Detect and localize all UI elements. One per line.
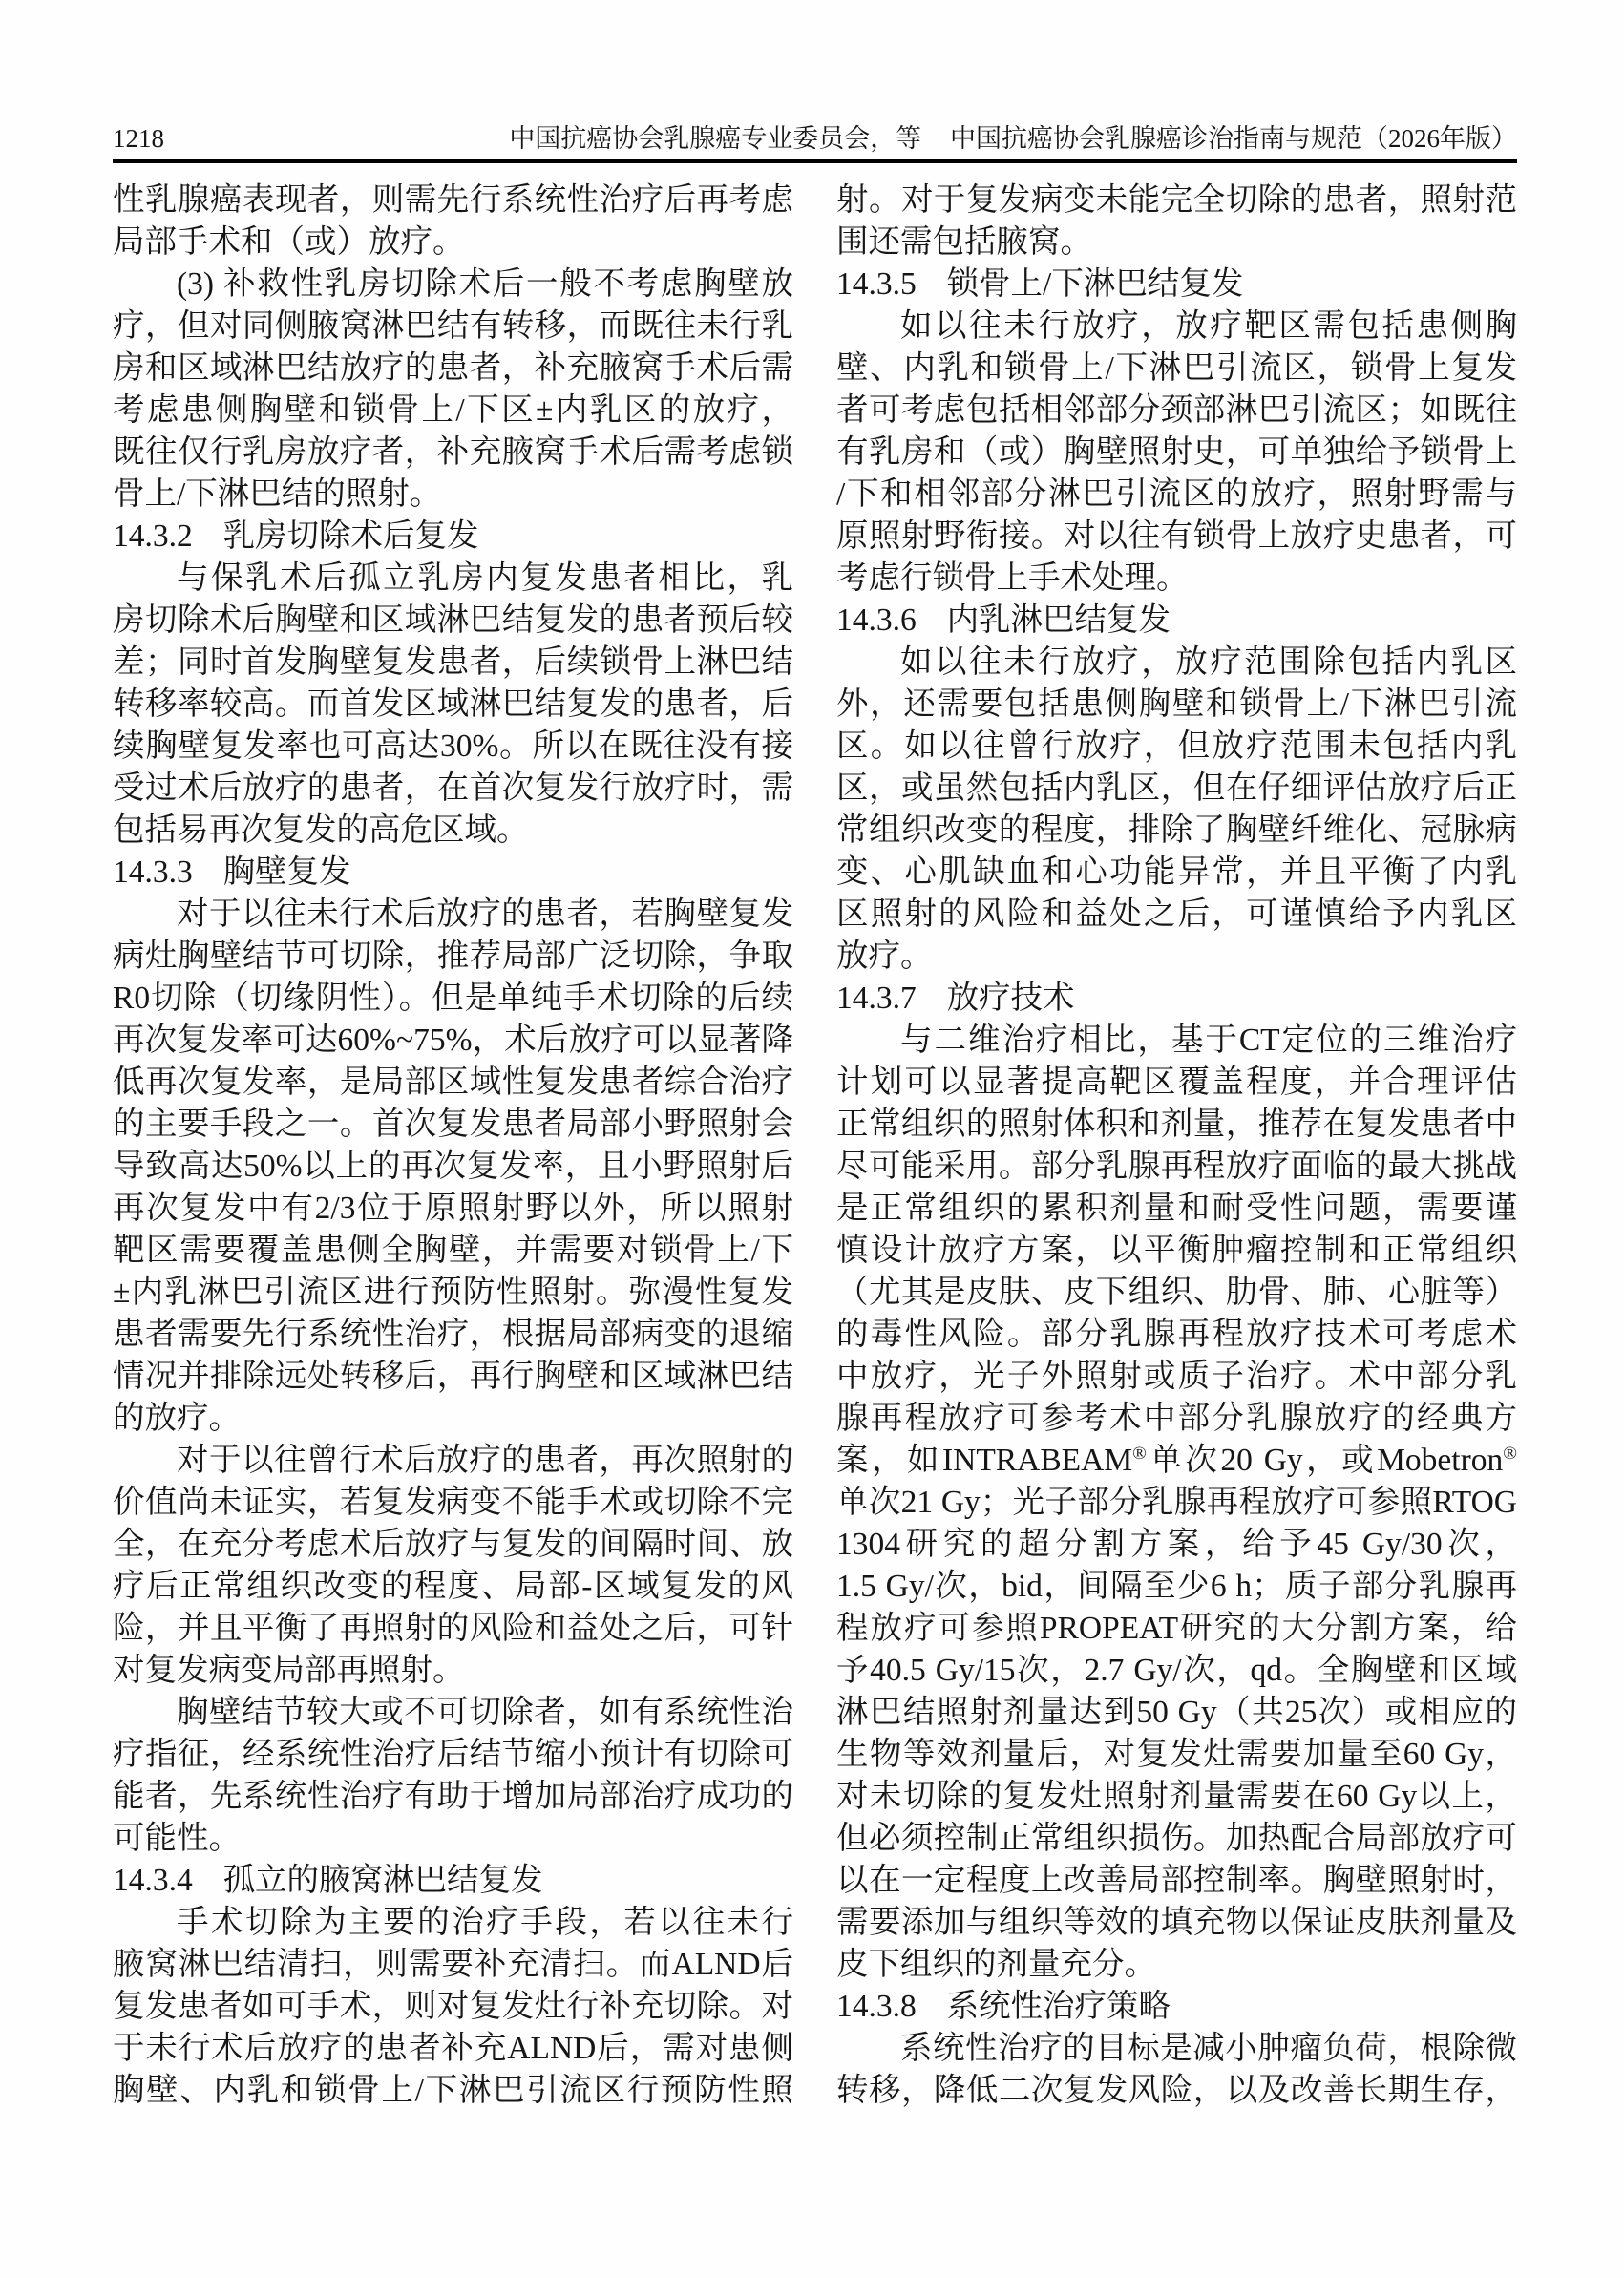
text-line: 房切除术后胸壁和区域淋巴结复发的患者预后较	[113, 602, 793, 638]
text-line: 的主要手段之一。首次复发患者局部小野照射会	[113, 1107, 793, 1142]
section-number: 14.3.4	[113, 1863, 193, 1898]
column-right	[836, 179, 1517, 2112]
text-line: /下和相邻部分淋巴引流区的放疗，照射野需与	[836, 476, 1517, 512]
text-line: 案，如INTRABEAM®单次20 Gy，或Mobetron®	[836, 1443, 1517, 1478]
text-line: 常组织改变的程度，排除了胸壁纤维化、冠脉病	[836, 812, 1517, 848]
text-line: 对于以往未行术后放疗的患者，若胸壁复发	[177, 896, 793, 932]
section-title: 胸壁复发	[222, 854, 351, 890]
text-line: 单次21 Gy；光子部分乳腺再程放疗可参照RTOG	[836, 1485, 1517, 1520]
section-heading	[836, 1986, 1517, 2028]
text-line: 低再次复发率，是局部区域性复发患者综合治疗	[113, 1065, 793, 1100]
text-line: ±内乳淋巴引流区进行预防性照射。弥漫性复发	[113, 1275, 793, 1310]
text-line: 情况并排除远处转移后，再行胸壁和区域淋巴结	[113, 1359, 793, 1394]
section-title: 孤立的腋窝淋巴结复发	[222, 1863, 543, 1898]
running-title-text: 中国抗癌协会乳腺癌诊治指南与规范（2026年版）	[950, 124, 1517, 153]
text-line: 可能性。	[113, 1821, 241, 1856]
text-line: （尤其是皮肤、皮下组织、肋骨、肺、心脏等）	[836, 1275, 1517, 1310]
text-line: 险，并且平衡了再照射的风险和益处之后，可针	[113, 1611, 793, 1646]
section-title: 锁骨上/下淋巴结复发	[946, 266, 1244, 302]
text-line: 射。对于复发病变未能完全切除的患者，照射范	[836, 182, 1517, 218]
text-line: 转移率较高。而首发区域淋巴结复发的患者，后	[113, 686, 793, 722]
section-heading	[836, 264, 1517, 306]
text-line: 但必须控制正常组织损伤。加热配合局部放疗可	[836, 1821, 1517, 1856]
text-line: 再次复发率可达60%~75%，术后放疗可以显著降	[113, 1023, 793, 1058]
text-line: 续胸壁复发率也可高达30%。所以在既往没有接	[113, 728, 793, 764]
text-line: 区照射的风险和益处之后，可谨慎给予内乳区	[836, 896, 1517, 932]
text-line: 胸壁结节较大或不可切除者，如有系统性治	[177, 1695, 793, 1730]
text-line: 计划可以显著提高靶区覆盖程度，并合理评估	[836, 1065, 1517, 1100]
text-line: 包括易再次复发的高危区域。	[113, 812, 529, 848]
text-line: 对未切除的复发灶照射剂量需要在60 Gy以上，	[836, 1779, 1517, 1814]
text-line: 区。如以往曾行放疗，但放疗范围未包括内乳	[836, 728, 1517, 764]
text-line: 中放疗，光子外照射或质子治疗。术中部分乳	[836, 1359, 1517, 1394]
text-line: 与保乳术后孤立乳房内复发患者相比，乳	[177, 560, 793, 596]
text-line: 的毒性风险。部分乳腺再程放疗技术可考虑术	[836, 1317, 1517, 1352]
text-line: 腺再程放疗可参考术中部分乳腺放疗的经典方	[836, 1401, 1517, 1436]
text-line: 患者需要先行系统性治疗，根据局部病变的退缩	[113, 1317, 793, 1352]
text-line: 以在一定程度上改善局部控制率。胸壁照射时，	[836, 1863, 1517, 1898]
text-line: 腋窝淋巴结清扫，则需要补充清扫。而ALND后	[113, 1947, 793, 1982]
text-line: 者可考虑包括相邻部分颈部淋巴引流区；如既往	[836, 392, 1517, 428]
text-line: 生物等效剂量后，对复发灶需要加量至60 Gy，	[836, 1737, 1517, 1772]
header-divider-rule	[113, 159, 1517, 163]
section-title: 系统性治疗策略	[946, 1989, 1171, 2024]
text-line: 变、心肌缺血和心功能异常，并且平衡了内乳	[836, 854, 1517, 890]
text-line: 原照射野衔接。对以往有锁骨上放疗史患者，可	[836, 518, 1517, 554]
text-line: 再次复发中有2/3位于原照射野以外，所以照射	[113, 1191, 793, 1226]
text-line: 价值尚未证实，若复发病变不能手术或切除不完	[113, 1485, 793, 1520]
registered-mark: ®	[1503, 1443, 1517, 1464]
section-heading	[836, 600, 1517, 642]
registered-mark: ®	[1132, 1443, 1147, 1464]
section-number: 14.3.3	[113, 854, 193, 890]
text-line: 考虑行锁骨上手术处理。	[836, 560, 1189, 596]
text-line: 予40.5 Gy/15次，2.7 Gy/次，qd。全胸壁和区域	[836, 1653, 1517, 1688]
text-line: 于未行术后放疗的患者补充ALND后，需对患侧	[113, 2031, 793, 2066]
text-line: 放疗。	[836, 939, 933, 974]
text-line: 病灶胸壁结节可切除，推荐局部广泛切除，争取	[113, 939, 793, 974]
text-line: 系统性治疗的目标是减小肿瘤负荷，根除微	[900, 2031, 1517, 2066]
text-line: 导致高达50%以上的再次复发率，且小野照射后	[113, 1149, 793, 1184]
text-line: 疗后正常组织改变的程度、局部-区域复发的风	[113, 1569, 793, 1604]
text-line: 有乳房和（或）胸壁照射史，可单独给予锁骨上	[836, 434, 1517, 470]
text-line: (3) 补救性乳房切除术后一般不考虑胸壁放	[177, 266, 793, 302]
text-line: 外，还需要包括患侧胸壁和锁骨上/下淋巴引流	[836, 686, 1517, 722]
column-left	[113, 179, 793, 2112]
text-line: 复发患者如可手术，则对复发灶行补充切除。对	[113, 1989, 793, 2024]
text-columns	[113, 179, 1517, 2112]
text-line: 慎设计放疗方案，以平衡肿瘤控制和正常组织	[836, 1233, 1517, 1268]
text-line: 如以往未行放疗，放疗靶区需包括患侧胸	[900, 308, 1517, 344]
text-line: 性乳腺癌表现者，则需先行系统性治疗后再考虑	[113, 182, 793, 218]
text-line: 淋巴结照射剂量达到50 Gy（共25次）或相应的	[836, 1695, 1517, 1730]
text-line: R0切除（切缘阴性）。但是单纯手术切除的后续	[113, 981, 793, 1016]
text-line: 手术切除为主要的治疗手段，若以往未行	[177, 1905, 793, 1940]
text-line: 受过术后放疗的患者，在首次复发行放疗时，需	[113, 770, 793, 806]
text-line: 如以往未行放疗，放疗范围除包括内乳区	[900, 644, 1517, 680]
text-line: 胸壁、内乳和锁骨上/下淋巴引流区行预防性照	[113, 2073, 793, 2108]
text-line: 既往仅行乳房放疗者，补充腋窝手术后需考虑锁	[113, 434, 793, 470]
text-line: 的放疗。	[113, 1401, 241, 1436]
text-line: 局部手术和（或）放疗。	[113, 224, 465, 260]
section-number: 14.3.6	[836, 602, 917, 638]
text-line: 考虑患侧胸壁和锁骨上/下区±内乳区的放疗，	[113, 392, 793, 428]
text-line: 壁、内乳和锁骨上/下淋巴引流区，锁骨上复发	[836, 350, 1517, 386]
text-line: 正常组织的照射体积和剂量，推荐在复发患者中	[836, 1107, 1517, 1142]
section-number: 14.3.5	[836, 266, 917, 302]
section-number: 14.3.7	[836, 981, 917, 1016]
text-line: 能者，先系统性治疗有助于增加局部治疗成功的	[113, 1779, 793, 1814]
text-line: 程放疗可参照PROPEAT研究的大分割方案，给	[836, 1611, 1517, 1646]
text-line: 区，或虽然包括内乳区，但在仔细评估放疗后正	[836, 770, 1517, 806]
text-line: 与二维治疗相比，基于CT定位的三维治疗	[900, 1023, 1517, 1058]
text-line: 疗，但对同侧腋窝淋巴结有转移，而既往未行乳	[113, 308, 793, 344]
text-line: 皮下组织的剂量充分。	[836, 1947, 1156, 1982]
text-line: 需要添加与组织等效的填充物以保证皮肤剂量及	[836, 1905, 1517, 1940]
text-line: 对于以往曾行术后放疗的患者，再次照射的	[177, 1443, 793, 1478]
text-line: 对复发病变局部再照射。	[113, 1653, 465, 1688]
running-title-authors: 中国抗癌协会乳腺癌专业委员会，等	[509, 124, 922, 153]
section-title: 乳房切除术后复发	[222, 518, 479, 554]
text-line: 靶区需要覆盖患侧全胸壁，并需要对锁骨上/下	[113, 1233, 793, 1268]
page-header	[113, 122, 1517, 155]
text-line: 1.5 Gy/次，bid，间隔至少6 h；质子部分乳腺再	[836, 1569, 1517, 1604]
section-heading	[113, 516, 793, 558]
running-title	[509, 122, 1517, 155]
text-line: 1304研究的超分割方案，给予45 Gy/30次，	[836, 1527, 1517, 1562]
text-line: 是正常组织的累积剂量和耐受性问题，需要谨	[836, 1191, 1517, 1226]
section-title: 内乳淋巴结复发	[946, 602, 1171, 638]
page-number: 1218	[113, 124, 164, 153]
text-line: 尽可能采用。部分乳腺再程放疗面临的最大挑战	[836, 1149, 1517, 1184]
section-number: 14.3.2	[113, 518, 193, 554]
section-title: 放疗技术	[946, 981, 1075, 1016]
section-heading	[836, 978, 1517, 1020]
section-heading	[113, 1860, 793, 1902]
text-line: 转移，降低二次复发风险，以及改善长期生存，	[836, 2073, 1517, 2108]
section-heading	[113, 852, 793, 894]
text-line: 差；同时首发胸壁复发患者，后续锁骨上淋巴结	[113, 644, 793, 680]
text-line: 房和区域淋巴结放疗的患者，补充腋窝手术后需	[113, 350, 793, 386]
text-line: 全，在充分考虑术后放疗与复发的间隔时间、放	[113, 1527, 793, 1562]
text-line: 围还需包括腋窝。	[836, 224, 1092, 260]
text-line: 骨上/下淋巴结的照射。	[113, 476, 442, 512]
text-line: 疗指征，经系统性治疗后结节缩小预计有切除可	[113, 1737, 793, 1772]
section-number: 14.3.8	[836, 1989, 917, 2024]
